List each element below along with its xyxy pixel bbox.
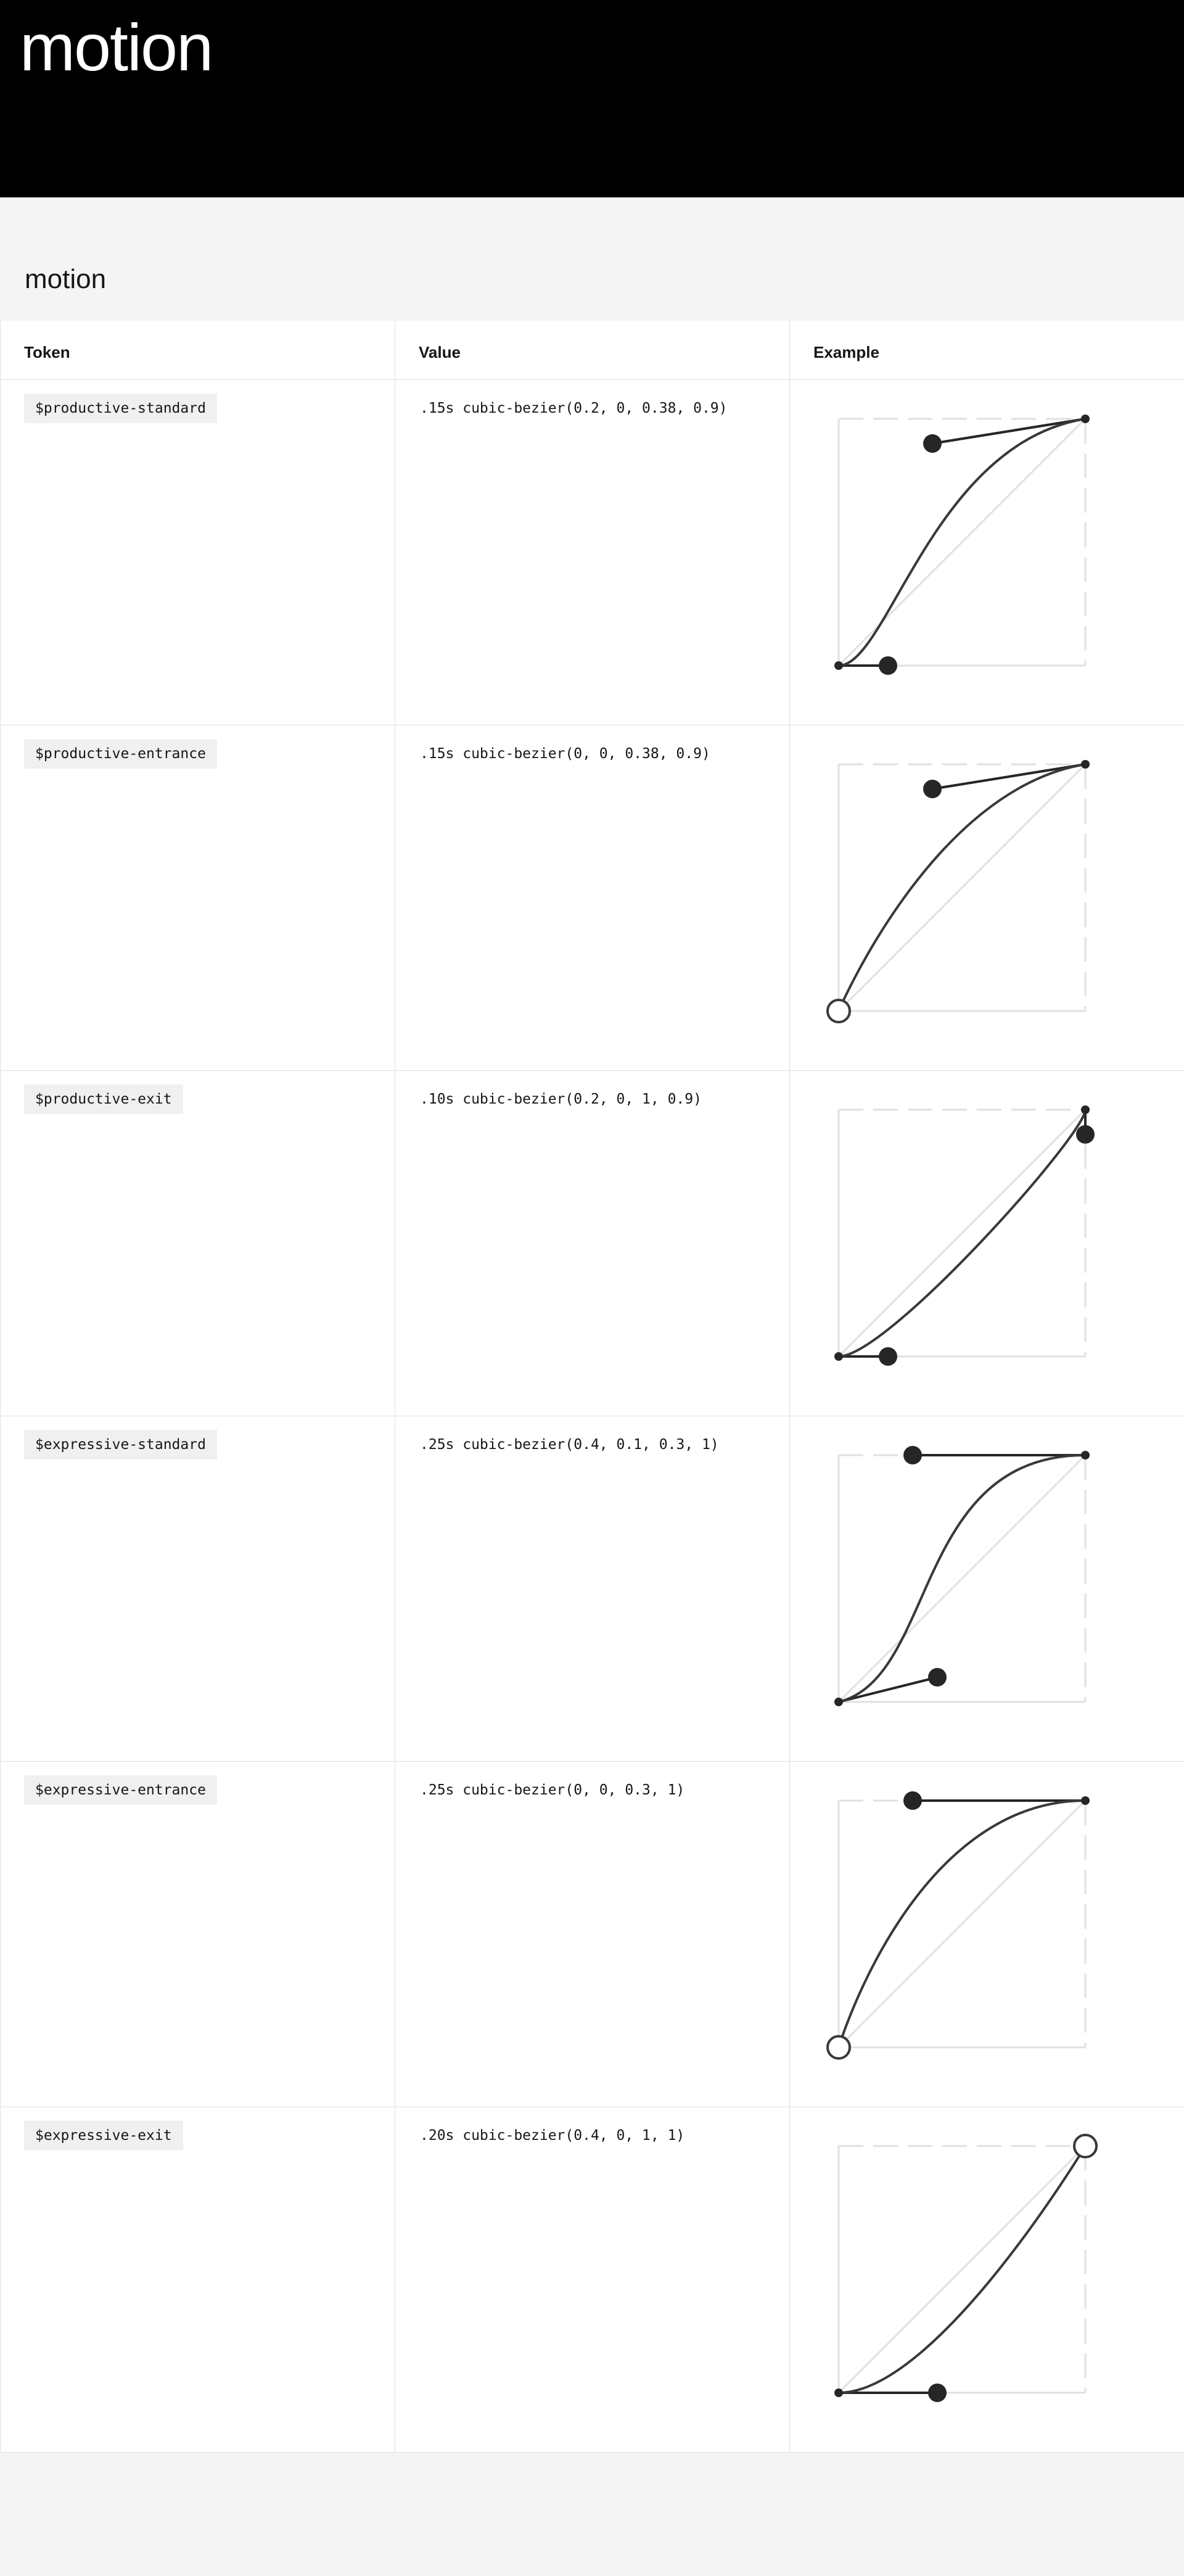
control-handle-2 xyxy=(932,419,1085,444)
control-handle-1 xyxy=(839,1677,937,1702)
header-token-label: Token xyxy=(24,343,70,361)
value-cell xyxy=(395,1762,790,2107)
table-row xyxy=(1,725,1184,1071)
linear-reference-line xyxy=(839,1801,1085,2047)
control-point-1 xyxy=(928,1668,947,1686)
linear-reference-line xyxy=(839,764,1085,1011)
table-row xyxy=(1,380,1184,725)
example-cell xyxy=(790,2107,1184,2453)
section-header xyxy=(0,197,1184,321)
end-point-marker xyxy=(1081,1796,1090,1805)
example-cell xyxy=(790,725,1184,1071)
control-handle-2 xyxy=(932,764,1085,789)
value-cell xyxy=(395,1416,790,1762)
value-cell xyxy=(395,380,790,725)
header-cell-example xyxy=(790,321,1184,380)
bezier-curve-example xyxy=(790,2107,1184,2453)
control-point-2 xyxy=(923,780,942,798)
token-cell xyxy=(1,380,395,725)
header-value-label: Value xyxy=(419,343,461,361)
start-point-marker xyxy=(834,2388,843,2397)
control-point-2 xyxy=(903,1791,922,1810)
start-point-marker xyxy=(834,1698,843,1706)
token-cell xyxy=(1,1071,395,1416)
header-example-label: Example xyxy=(813,343,879,361)
value-cell xyxy=(395,1071,790,1416)
example-cell xyxy=(790,1416,1184,1762)
table-row xyxy=(1,1416,1184,1762)
bezier-curve-example xyxy=(790,725,1184,1071)
value-text: .25s cubic-bezier(0.4, 0.1, 0.3, 1) xyxy=(420,1437,719,1453)
page-footer-space xyxy=(0,2453,1184,2575)
bezier-curve-example xyxy=(790,380,1184,725)
end-point-marker xyxy=(1081,415,1090,423)
section-title: motion xyxy=(25,264,107,294)
end-point-marker xyxy=(1074,2135,1096,2157)
token-cell xyxy=(1,1762,395,2107)
control-point-2 xyxy=(923,434,942,453)
table-header-row xyxy=(1,321,1184,380)
linear-reference-line xyxy=(839,1455,1085,1702)
table-row xyxy=(1,1071,1184,1416)
bezier-curve-example xyxy=(790,1762,1184,2107)
example-cell xyxy=(790,1762,1184,2107)
start-point-marker xyxy=(828,1000,850,1022)
control-point-2 xyxy=(903,1446,922,1464)
bezier-curve-example xyxy=(790,1071,1184,1416)
value-text: .20s cubic-bezier(0.4, 0, 1, 1) xyxy=(420,2128,685,2144)
end-point-marker xyxy=(1081,1451,1090,1459)
value-text: .10s cubic-bezier(0.2, 0, 1, 0.9) xyxy=(420,1091,702,1107)
header-cell-value xyxy=(395,321,790,380)
end-point-marker xyxy=(1081,1105,1090,1114)
linear-reference-line xyxy=(839,1110,1085,1356)
token-chip: $expressive-entrance xyxy=(24,1775,217,1805)
control-point-1 xyxy=(928,2384,947,2402)
example-cell xyxy=(790,380,1184,725)
table-row xyxy=(1,2107,1184,2453)
linear-reference-line xyxy=(839,2146,1085,2393)
token-cell xyxy=(1,1416,395,1762)
motion-token-table xyxy=(0,321,1184,2453)
token-cell xyxy=(1,725,395,1071)
table-row xyxy=(1,1762,1184,2107)
value-cell xyxy=(395,2107,790,2453)
token-chip: $expressive-standard xyxy=(24,1430,217,1459)
control-point-1 xyxy=(879,656,897,675)
token-chip: $expressive-exit xyxy=(24,2121,183,2150)
value-text: .15s cubic-bezier(0, 0, 0.38, 0.9) xyxy=(420,746,710,762)
token-chip: $productive-exit xyxy=(24,1084,183,1114)
token-chip: $productive-standard xyxy=(24,394,217,423)
linear-reference-line xyxy=(839,419,1085,666)
start-point-marker xyxy=(828,2036,850,2058)
token-cell xyxy=(1,2107,395,2453)
end-point-marker xyxy=(1081,760,1090,769)
header-cell-token xyxy=(1,321,395,380)
control-point-2 xyxy=(1076,1125,1095,1144)
value-text: .25s cubic-bezier(0, 0, 0.3, 1) xyxy=(420,1782,685,1798)
token-chip: $productive-entrance xyxy=(24,739,217,769)
hero-banner xyxy=(0,0,1184,197)
start-point-marker xyxy=(834,1352,843,1361)
example-cell xyxy=(790,1071,1184,1416)
start-point-marker xyxy=(834,661,843,670)
value-text: .15s cubic-bezier(0.2, 0, 0.38, 0.9) xyxy=(420,400,728,416)
bezier-curve-example xyxy=(790,1416,1184,1762)
control-point-1 xyxy=(879,1347,897,1366)
hero-title: motion xyxy=(20,10,213,85)
value-cell xyxy=(395,725,790,1071)
